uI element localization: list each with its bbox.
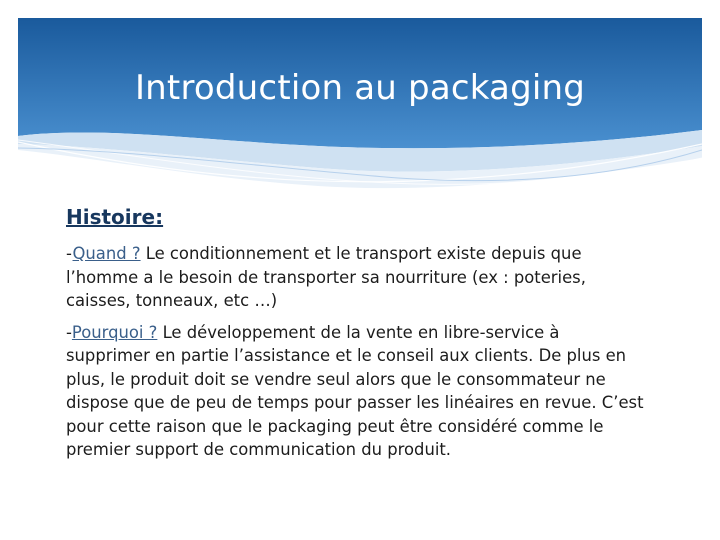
section-heading: Histoire: [66, 205, 164, 229]
banner-graphic [18, 18, 702, 198]
paragraph-text: Le conditionnement et le transport existe depuis que l’homme a le besoin de transporter sa nourriture (ex : poteries, caisses, tonneaux, etc …) [66, 244, 586, 310]
slide-title: Introduction au packaging [134, 68, 586, 108]
paragraph-quand [66, 242, 646, 313]
dash-prefix: - [66, 244, 73, 263]
question-pourquoi: Pourquoi ? [71, 322, 158, 342]
slide-content [66, 202, 646, 470]
title-banner [18, 18, 702, 198]
paragraph-pourquoi [66, 321, 646, 462]
paragraph-text: Le développement de la vente en libre-service à supprimer en partie l’assistance et le conseil aux clients. De plus en plus, le produit doit se vendre seul alors que le consommateur ne dispose que de peu de temps pour passer les linéaires en revue. C’est pour cette raison que le packaging peut être considéré comme le premier support de communication du produit. [66, 322, 644, 459]
dash-prefix: - [66, 322, 72, 342]
question-quand: Quand ? [72, 244, 141, 263]
